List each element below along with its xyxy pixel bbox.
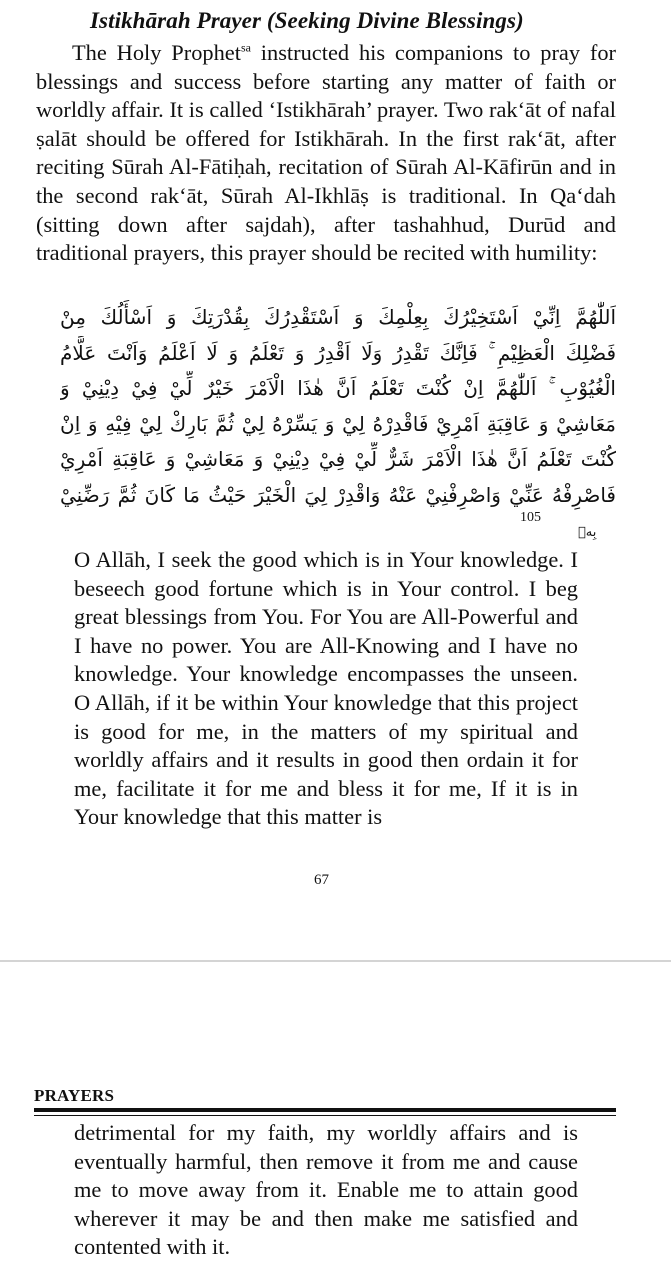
section-heading: Istikhārah Prayer (Seeking Divine Blessings): [90, 8, 524, 33]
honorific-superscript: sa: [240, 40, 251, 55]
header-rule-thin: [34, 1115, 616, 1116]
reference-number: 105: [520, 510, 541, 525]
arabic-line: كُنْتَ تَعْلَمُ اَنَّ هٰذَا الْاَمْرَ شَرٌّ لِّيْ فِيْ دِيْنِيْ وَ مَعَاشِيْ وَ عَاقِبَةِ اَمْرِيْ: [60, 447, 616, 471]
arabic-line: فَضْلِكَ الْعَظِيْمِ ۚ فَاِنَّكَ تَقْدِرُ وَلَا اَقْدِرُ وَ تَعْلَمُ وَ لَا اَعْلَمُ وَاَنْتَ عَلَّامُ: [60, 340, 616, 365]
arabic-line: الْغُيُوْبِ ۚ اَللّٰهُمَّ اِنْ كُنْتَ تَعْلَمُ اَنَّ هٰذَا الْاَمْرَ خَيْرٌ لِّيْ فِيْ دِيْنِيْ وَ: [60, 376, 616, 400]
arabic-prayer: [60, 300, 616, 513]
prayer-translation: [74, 546, 578, 832]
running-head: PRAYERS: [34, 1086, 115, 1105]
intro-text-rest: instructed his companions to pray for blessings and success before starting any matter of faith or worldly affair. It is called ‘Istikhārah’ prayer. Two rak‘āt of nafal ṣalāt should be offered for Istikhārah. In the first rak‘āt, after reciting Sūrah Al-Fātiḥah, recitation of Sūrah Al-Kāfirūn and in the second rak‘āt, Sūrah Al-Ikhlāṣ is traditional. In Qa‘dah (sitting down after sajdah), after tashahhud, Durūd and traditional prayers, this prayer should be recited with humility:: [36, 40, 616, 266]
page-number: 67: [314, 872, 329, 888]
intro-paragraph: [36, 39, 616, 268]
arabic-line: اَللّٰهُمَّ اِنِّيْ اَسْتَخِيْرُكَ بِعِلْمِكَ وَ اَسْتَقْدِرُكَ بِقُدْرَتِكَ وَ اَسْأَلُكَ مِنْ: [60, 305, 616, 329]
intro-text: [36, 39, 616, 268]
intro-text-start: The Holy Prophet: [72, 40, 241, 65]
translation-text: O Allāh, I seek the good which is in Your knowledge. I beseech good fortune which is in Your control. I beg great blessings from You. For You are All-Powerful and I have no power. You are All-Knowing and I have no knowledge. Your knowledge encompasses the unseen. O Allāh, if it be within Your knowledge that this project is good for me, in the matters of my spiritual and worldly affairs and it results in good then ordain it for me, facilitate it for me and bless it for me, If it is in Your knowledge that this matter is: [74, 547, 578, 830]
reference-mark: بِهٖ: [578, 525, 597, 540]
arabic-line: مَعَاشِيْ وَ عَاقِبَةِ اَمْرِيْ فَاقْدِرْهُ لِيْ وَ يَسِّرْهُ لِيْ ثُمَّ بَارِكْ لِيْ فِيْهِ وَ اِنْ: [60, 411, 616, 436]
header-rule-thick: [34, 1108, 616, 1112]
continued-text: detrimental for my faith, my worldly affairs and is eventually harmful, then remove it from me and cause me to move away from it. Enable me to attain good wherever it may be and then make me satisfied and contented with it.: [74, 1120, 578, 1260]
continued-translation: [74, 1119, 578, 1262]
arabic-line: فَاصْرِفْهُ عَنِّيْ وَاصْرِفْنِيْ عَنْهُ وَاقْدِرْ لِيَ الْخَيْرَ حَيْثُ مَا كَانَ ثُمَّ رَضِّنِيْ: [60, 482, 616, 507]
